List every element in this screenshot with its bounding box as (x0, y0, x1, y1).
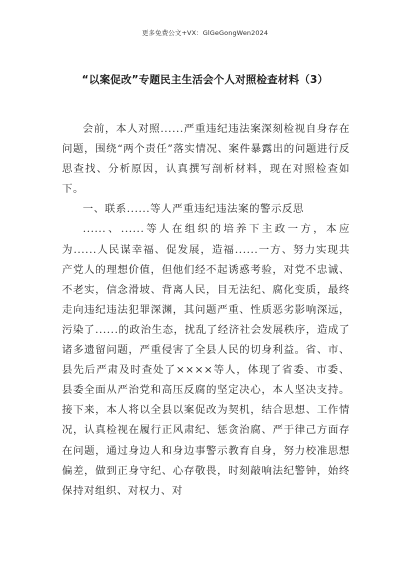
header-note: 更多免费公文+VX：GlGeGongWen2024 (141, 29, 269, 37)
document-title: “以案促改”专题民主生活会个人对照检查材料（3） (81, 74, 329, 86)
body-paragraph: 会前，本人对照......严重违纪违法案深刻检视自身存在问题，围绕“两个责任”落实情况、案件暴露出的问题进行反思查找、分析原因，认真撰写剖析材料，现在对照检查如下。 (62, 123, 350, 196)
body-paragraph: ......、......等人在组织的培养下主政一方，本应为......人民谋幸福、促发展，造福......一方、努力实现共产党人的理想价值，但他们经不起诱惑考验，对党不忠诚、不老实，信念滑坡、背离人民，目无法纪、腐化变质，最终走向违纪违法犯罪深渊，其问题严重、性质恶劣影响深远，污染了......的政治生态，扰乱了经济社会发展秩序，造成了诸多遗留问题，严重侵害了全县人民的切身利益。省、市、县先后严肃及时查处了××××等人，体现了省委、市委、县委全面从严治党和高压反腐的坚定决心，本人坚决支持。接下来，本人将以全县以案促改为契机，结合思想、工作情况，认真检视在履行正风肃纪、惩贪治腐、严于律己方面存在问题，通过身边人和身边事警示教育自身，努力校准思想偏差，做到正身守纪、心存敬畏，时刻敲响法纪警钟，始终保持对组织、对权力、对 (62, 223, 350, 497)
document-body (62, 119, 350, 501)
section-heading: 一、联系......等人严重违纪违法案的警示反思 (82, 203, 305, 216)
